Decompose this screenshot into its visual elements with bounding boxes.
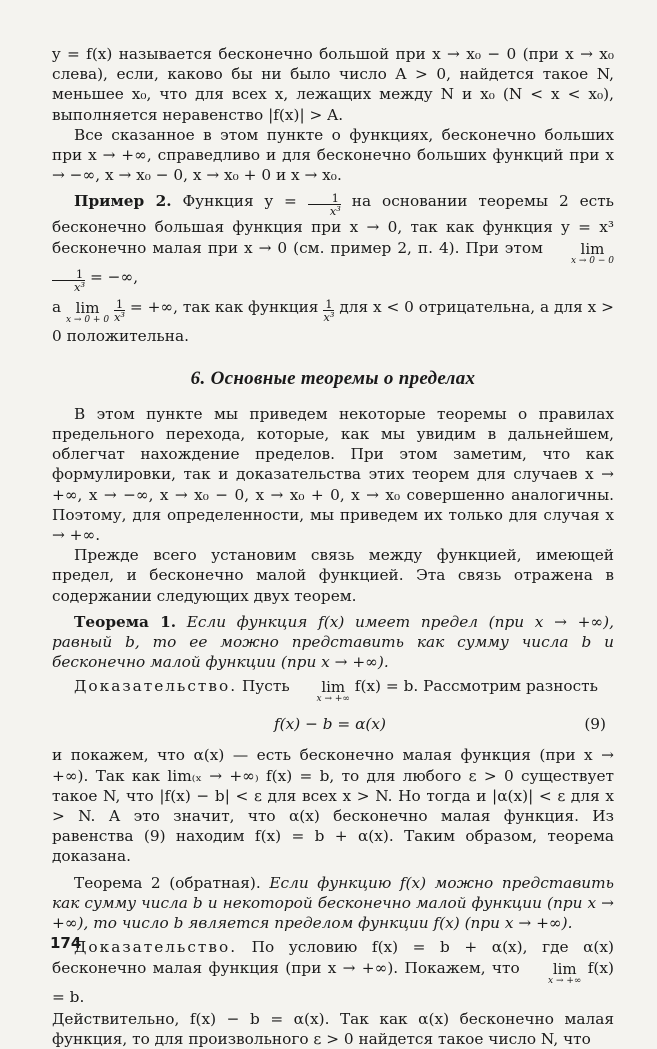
- example-text-a: Функция y =: [182, 192, 297, 211]
- example-2-continued: а lim x → 0 + 0 $\frac{1}{\text{x³}}$ = +∞, так как функция $\frac{1}{\text{x³}}$ для x < 0 отрицательна, а для x > 0 положительна.: [52, 296, 614, 345]
- fraction-1-over-x3: $\frac{1}{\text{x³}}$: [113, 296, 126, 324]
- limit-proof-2: lim x → +∞: [548, 959, 582, 986]
- equation-9-number: (9): [584, 715, 606, 734]
- fraction-1-over-x3: $\frac{1}{\text{x³}}$: [323, 296, 335, 324]
- proof-label: Доказательство.: [74, 677, 238, 696]
- example-label: Пример 2.: [74, 192, 172, 211]
- theorem-2: [52, 873, 614, 934]
- paragraph-proof-body: и покажем, что α(x) — есть бесконечно малая функция (при x → +∞). Так как lim₍ₓ → +∞₎ f(x) = b, то для любого ε > 0 существует такое N, что |f(x) − b| < ε для всех x > N. Но тогда и |α(x)| < ε для x > N. А это значит, что α(x) бесконечно малая функция. Из равенства (9) находим f(x) = b + α(x). Таким образом, теорема доказана.: [52, 746, 614, 866]
- paragraph-final: Действительно, f(x) − b = α(x). Так как α(x) бесконечно малая функция, то для произвольного ε > 0 найдется такое число N, что: [52, 1009, 614, 1048]
- fraction-1-over-x3: $\frac{1}{\text{x³}}$: [308, 192, 341, 217]
- example-text-d: для x < 0 отрицательна, а для x > 0 положительна.: [52, 297, 614, 345]
- theorem-1: [52, 612, 614, 673]
- section-heading: 6. Основные теоремы о пределах: [190, 367, 476, 389]
- limit-right: lim x → 0 + 0: [66, 298, 110, 325]
- limit-left: lim x → 0 − 0: [570, 239, 614, 266]
- theorem-1-label: Теорема 1.: [74, 612, 177, 631]
- theorem-2-statement: Если функцию f(x) можно представить как сумму числа b и некоторой бесконечно малой функции (при x → +∞), то число b является пределом функции f(x) (при x → +∞).: [52, 873, 614, 933]
- limit-left-value: = −∞,: [89, 267, 139, 286]
- example-text-b: на основании теоремы 2 есть бесконечно большая функция при x → 0, так как функция y = x³ бесконечно малая при x → 0 (см. пример 2, п. 4). При этом: [52, 192, 614, 257]
- page-number: 174: [50, 934, 82, 952]
- limit-proof-1: lim x → +∞: [316, 678, 350, 705]
- paragraph-definition: y = f(x) называется бесконечно большой при x → x₀ − 0 (при x → x₀ слева), если, каково бы ни было число A > 0, найдется такое N, меньшее x₀, что для всех x, лежащих между N и x₀ (N < x < x₀), выполняется неравенство |f(x)| > A.: [52, 45, 614, 124]
- paragraph-connection: Прежде всего установим связь между функцией, имеющей предел, и бесконечно малой функцией. Эта связь отражена в содержании следующих двух теорем.: [52, 546, 614, 605]
- page-body: [52, 44, 614, 1049]
- theorem-2-label: Теорема 2 (обратная).: [74, 873, 261, 892]
- fraction-1-over-x3: $\frac{1}{\text{x³}}$: [52, 268, 85, 293]
- equation-9-body: f(x) − b = α(x): [274, 715, 386, 734]
- proof-2: Доказательство. По условию f(x) = b + α(x), где α(x) бесконечно малая функция (при x → +∞). Покажем, что lim x → +∞ f(x) = b.: [52, 938, 614, 1006]
- proof-label: Доказательство.: [74, 938, 238, 957]
- example-2: [52, 191, 614, 292]
- equation-9: [52, 709, 614, 743]
- theorem-1-statement: Если функция f(x) имеет предел (при x → +∞), равный b, то ее можно представить как сумму числа b и бесконечно малой функции (при x → +∞).: [52, 612, 614, 672]
- paragraph-intro: В этом пункте мы приведем некоторые теоремы о правилах предельного перехода, которые, как мы увидим в дальнейшем, облегчат нахождение пределов. При этом заметим, что как формулировки, так и доказательства этих теорем для случаев x → +∞, x → −∞, x → x₀ − 0, x → x₀ + 0, x → x₀ совершенно аналогичны. Поэтому, для определенности, мы приведем их только для случая x → +∞.: [52, 404, 614, 545]
- paragraph-generalization: Все сказанное в этом пункте о функциях, бесконечно больших при x → +∞, справедливо и для бесконечно больших функций при x → −∞, x → x₀ − 0, x → x₀ + 0 и x → x₀.: [52, 125, 614, 185]
- limit-right-value: = +∞, так как функция: [129, 297, 319, 316]
- proof-1: Доказательство. Пусть lim x → +∞ f(x) = b. Рассмотрим разность: [74, 677, 598, 705]
